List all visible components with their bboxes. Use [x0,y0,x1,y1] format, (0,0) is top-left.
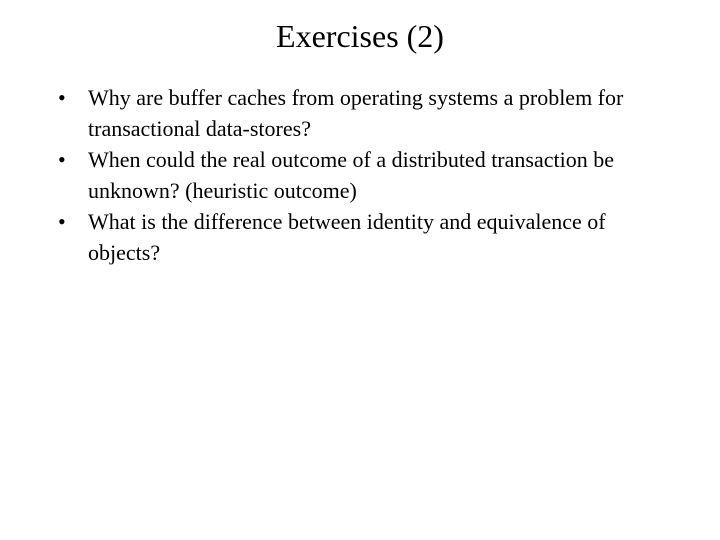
bullet-text: When could the real outcome of a distributed transaction be unknown? (heuristic outcome) [88,147,614,203]
bullet-icon: • [58,209,66,234]
bullet-item [58,144,668,206]
bullet-list [58,82,668,268]
bullet-text: Why are buffer caches from operating systems a problem for transactional data-stores? [88,85,624,141]
bullet-item [58,206,668,268]
bullet-icon: • [58,85,66,110]
bullet-icon: • [58,147,66,172]
slide-title: Exercises (2) [276,18,444,54]
bullet-item [58,82,668,144]
bullet-text: What is the difference between identity and equivalence of objects? [88,209,606,265]
